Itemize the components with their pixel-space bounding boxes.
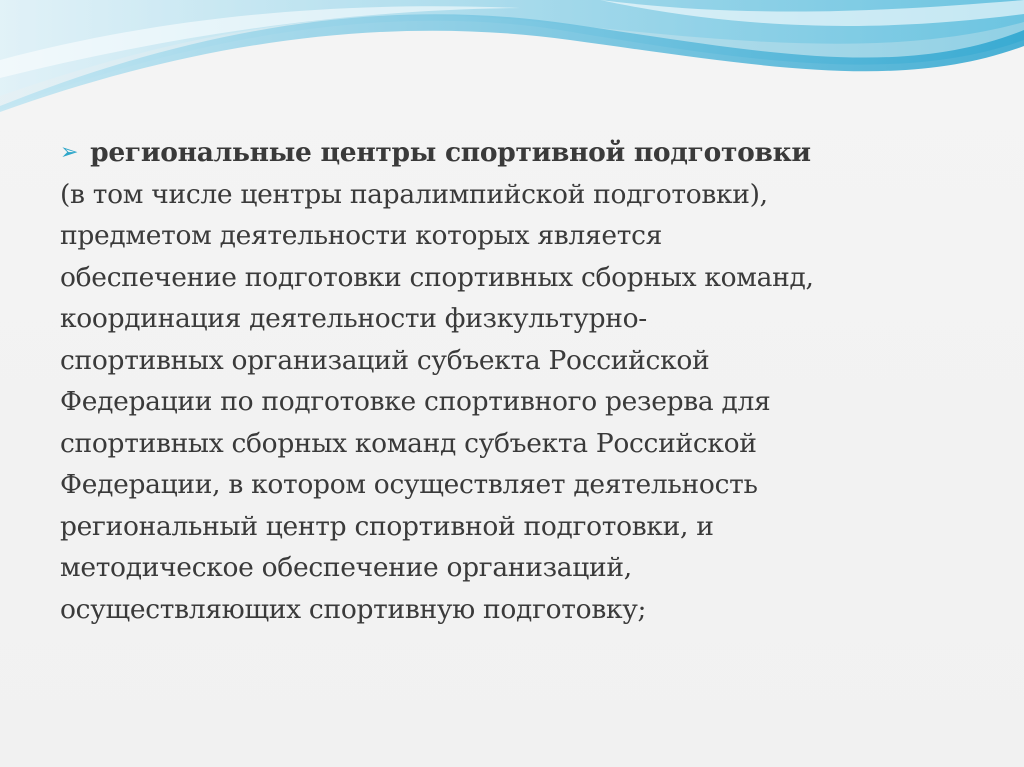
bullet-heading: региональные центры спортивной подготовки (90, 137, 811, 168)
text-line: спортивных сборных команд субъекта Российской (60, 427, 757, 459)
text-line: обеспечение подготовки спортивных сборных команд, (60, 261, 814, 293)
wave-decoration (0, 0, 1024, 120)
text-line: (в том числе центры паралимпийской подготовки), (60, 178, 768, 210)
text-line: методическое обеспечение организаций, (60, 552, 632, 583)
text-line: осуществляющих спортивную подготовку; (60, 593, 647, 625)
arrow-bullet-icon: ➢ (60, 140, 79, 165)
text-line: спортивных организаций субъекта Российской (60, 344, 710, 376)
text-line: Федерации, в котором осуществляет деятельность (60, 469, 758, 500)
text-line: региональный центр спортивной подготовки, и (60, 510, 714, 542)
slide-body-text (60, 132, 960, 630)
text-line: Федерации по подготовке спортивного резерва для (60, 386, 771, 417)
heading-line (60, 132, 960, 174)
text-line: координация деятельности физкультурно- (60, 303, 647, 334)
text-line: предметом деятельности которых является (60, 220, 663, 251)
